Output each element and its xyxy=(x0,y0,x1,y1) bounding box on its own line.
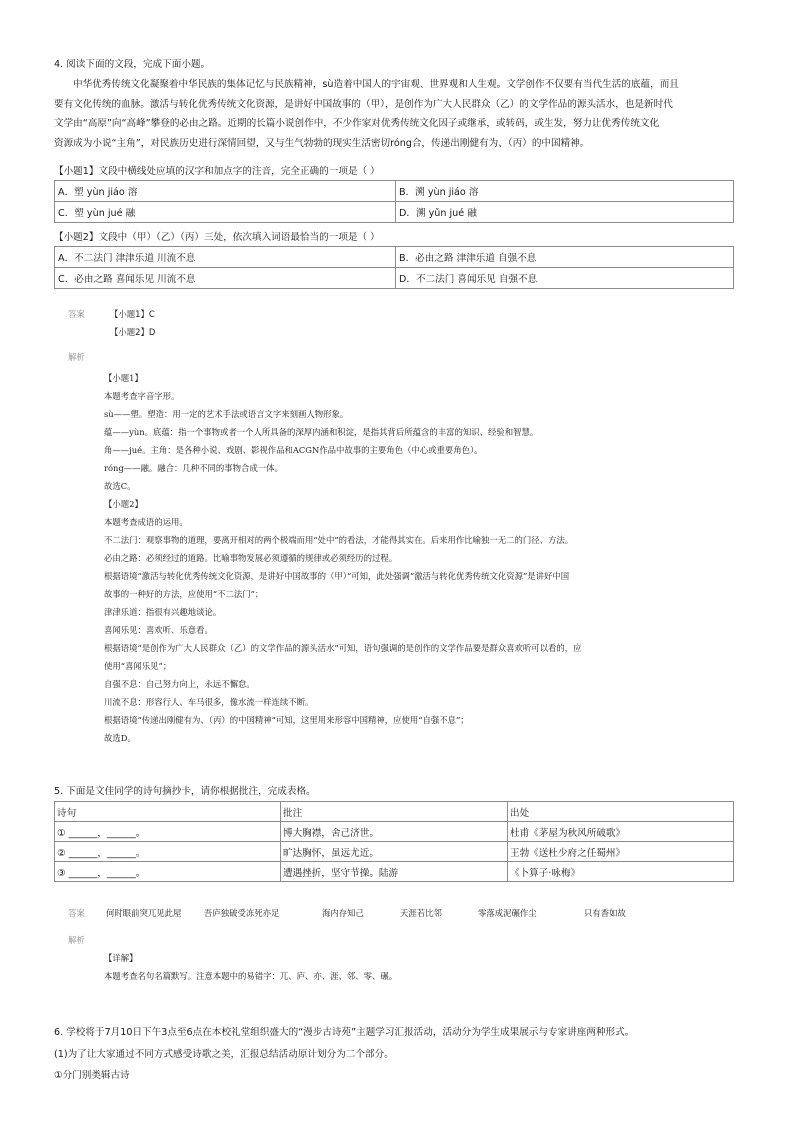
analysis-line: 川流不息：形容行人、车马很多，像水流一样连续不断。 xyxy=(104,697,314,707)
sub-question-1-prompt: 【小题1】文段中横线处应填的汉字和加点字的注音，完全正确的一项是（ ） xyxy=(54,166,380,177)
analysis-line: 故选D。 xyxy=(104,733,136,743)
option-b[interactable]: B．必由之路 津津乐道 自强不息 xyxy=(396,247,734,268)
passage-line: 中华优秀传统文化凝聚着中华民族的集体记忆与民族精神，sù造着中国人的宇宙观、世界观和人生观。文学创作不仅要有当代生活的底蕴，而且 xyxy=(73,79,679,90)
analysis-line: 使用“喜闻乐见”； xyxy=(104,661,172,671)
answer-label: 答案 xyxy=(68,309,85,319)
question-6-title: 6. 学校将于7月10日下午3点至6点在本校礼堂组织盛大的“漫步古诗苑”主题学习汇报活动，活动分为学生成果展示与专家讲座两种形式。 xyxy=(54,1027,635,1038)
answer-item: 只有香如故 xyxy=(584,908,626,918)
table-cell: 《卜算子·咏梅》 xyxy=(508,862,734,882)
option-c[interactable]: C．塑 yùn jué 融 xyxy=(55,202,396,223)
detail-text: 本题考查名句名篇默写。注意本题中的易错字：兀、庐、亦、涯、邻、零、碾。 xyxy=(104,971,398,981)
sub-question-2-prompt: 【小题2】文段中（甲）（乙）（丙）三处，依次填入词语最恰当的一项是（ ） xyxy=(54,232,380,243)
options-row xyxy=(55,247,734,268)
poem-blank[interactable]: ① ______，______。 xyxy=(55,822,281,842)
table-cell: 博大胸襟，舍己济世。 xyxy=(281,822,508,842)
detail-label: 【详解】 xyxy=(104,953,138,963)
answer-label: 答案 xyxy=(68,908,85,918)
sub-question-2-options xyxy=(54,246,734,289)
poem-table xyxy=(54,801,734,882)
table-cell: 王勃《送杜少府之任蜀州》 xyxy=(508,842,734,862)
table-cell: 旷达胸怀，虽远尤近。 xyxy=(281,842,508,862)
passage-line: 文学由“高原”向“高峰”攀登的必由之路。近期的长篇小说创作中，不少作家对优秀传统文化因子或继承，或转码，或生发，努力让优秀传统文化 xyxy=(54,118,660,129)
sub-question-1-options xyxy=(54,180,734,223)
analysis-line: róng——融。融合：几种不同的事物合成一体。 xyxy=(104,463,283,473)
analysis-line: 蕴——yùn。底蕴：指一个事物或者一个人所具备的深厚内涵和积淀，是指其背后所蕴含的丰富的知识、经验和智慧。 xyxy=(104,427,539,437)
options-row xyxy=(55,202,734,223)
poem-blank[interactable]: ② ______，______。 xyxy=(55,842,281,862)
table-row xyxy=(55,862,734,882)
analysis-line: 角——jué。主角：是各种小说、戏剧、影视作品和ACGN作品中故事的主要角色（中心或重要角色）。 xyxy=(104,445,483,455)
question-5-title: 5. 下面是文佳同学的诗句摘抄卡，请你根据批注，完成表格。 xyxy=(54,786,316,797)
analysis-line: 根据语境“激活与转化优秀传统文化资源，是讲好中国故事的（甲）”可知，此处强调“激活与转化优秀传统文化资源”是讲好中国 xyxy=(104,571,570,581)
analysis-line: 根据语境“传递出刚健有为、（丙）的中国精神”可知，这里用来形容中国精神，应使用“自强不息”； xyxy=(104,715,469,725)
options-row xyxy=(55,268,734,289)
analysis-line: 不二法门：观察事物的道理，要离开相对的两个极端而用“处中”的看法，才能得其实在。后来用作比喻独一无二的门径、方法。 xyxy=(104,535,574,545)
poem-blank[interactable]: ③ ______，______。 xyxy=(55,862,281,882)
analysis-line: 津津乐道：指很有兴趣地谈论。 xyxy=(104,607,222,617)
analysis-line: 【小题1】 xyxy=(104,373,143,383)
answer-item: 天涯若比邻 xyxy=(400,908,442,918)
answer-item: 零落成泥碾作尘 xyxy=(478,908,537,918)
answer-line: 【小题2】D xyxy=(110,327,156,337)
question-6-line: ①分门别类辑古诗 xyxy=(54,1070,130,1081)
passage-line: 资源成为小说“主角”，对民族历史进行深情回望，又与生气勃勃的现实生活密切róng合，传递出刚健有为、（丙）的中国精神。 xyxy=(54,137,590,149)
analysis-line: 自强不息：自己努力向上，永远不懈怠。 xyxy=(104,679,255,689)
answer-item: 何时眼前突兀见此屋 xyxy=(106,908,182,918)
analysis-line: sù——塑。塑造：用一定的艺术手法或语言文字来刻画人物形象。 xyxy=(104,409,349,419)
table-row xyxy=(55,822,734,842)
column-header: 出处 xyxy=(508,802,734,822)
option-c[interactable]: C．必由之路 喜闻乐见 川流不息 xyxy=(55,268,396,289)
analysis-label: 解析 xyxy=(68,352,85,362)
table-cell: 杜甫《茅屋为秋风所破歌》 xyxy=(508,822,734,842)
table-header-row xyxy=(55,802,734,822)
question-6-line: (1)为了让大家通过不同方式感受诗歌之美，汇报总结活动原计划分为二个部分。 xyxy=(54,1049,394,1060)
answer-item: 海内存知己 xyxy=(322,908,364,918)
column-header: 批注 xyxy=(281,802,508,822)
analysis-line: 本题考查字音字形。 xyxy=(104,391,180,401)
option-a[interactable]: A．不二法门 津津乐道 川流不息 xyxy=(55,247,396,268)
table-cell: 遭遇挫折，坚守节操。陆游 xyxy=(281,862,508,882)
analysis-line: 根据语境“是创作为广大人民群众（乙）的文学作品的源头活水”可知，语句强调的是创作的文学作品要是群众喜欢听可以看的，应 xyxy=(104,643,582,653)
analysis-line: 【小题2】 xyxy=(104,499,143,509)
question-4-title: 4. 阅读下面的文段，完成下面小题。 xyxy=(54,59,211,70)
analysis-line: 故选C。 xyxy=(104,481,136,491)
analysis-line: 喜闻乐见：喜欢听、乐意看。 xyxy=(104,625,213,635)
table-row xyxy=(55,842,734,862)
analysis-line: 本题考查成语的运用。 xyxy=(104,517,188,527)
passage-line: 要有文化传统的血脉。激活与转化优秀传统文化资源，是讲好中国故事的（甲），是创作为广大人民群众（乙）的文学作品的源头活水，也是新时代 xyxy=(54,98,673,110)
analysis-line: 必由之路：必须经过的道路。比喻事物发展必须遵循的规律或必须经历的过程。 xyxy=(104,553,398,563)
option-a[interactable]: A．塑 yùn jiáo 溶 xyxy=(55,181,396,202)
answer-line: 【小题1】C xyxy=(110,309,155,319)
answer-item: 吾庐独破受冻死亦足 xyxy=(204,908,280,918)
question-4-analysis xyxy=(104,369,744,747)
option-d[interactable]: D．不二法门 喜闻乐见 自强不息 xyxy=(396,268,734,289)
option-d[interactable]: D．溯 yǔn jué 融 xyxy=(396,202,734,223)
option-b[interactable]: B．溯 yùn jiáo 溶 xyxy=(396,181,734,202)
column-header: 诗句 xyxy=(55,802,281,822)
options-row xyxy=(55,181,734,202)
question-4-passage xyxy=(54,75,738,153)
analysis-line: 故事的一种好的方法，应使用“不二法门”； xyxy=(104,589,264,599)
analysis-label: 解析 xyxy=(68,935,85,945)
